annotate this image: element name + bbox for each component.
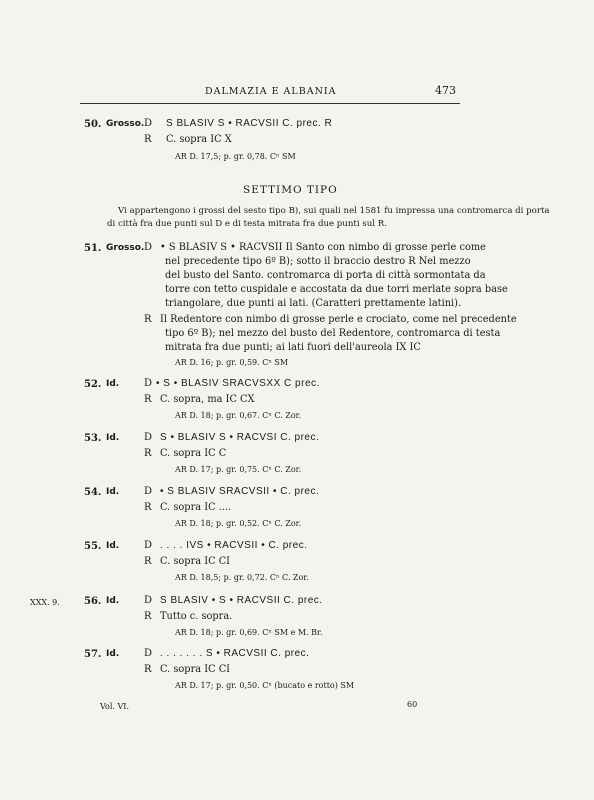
obverse-sign: D (144, 378, 153, 389)
entry-kind: Id. (106, 379, 120, 389)
entry-metadata: AR D. 17; p. gr. 0,50. Cⁿ (bucato e rotto) SM (175, 681, 355, 690)
running-header-title: DALMAZIA E ALBANIA (205, 86, 337, 97)
obverse-text: • S BLASIV SRACVSII • C. prec. (160, 486, 320, 497)
reverse-text: Tutto c. sopra. (160, 611, 233, 622)
entry-number: 54. (84, 487, 102, 498)
page-number: 473 (435, 84, 456, 97)
entry-kind: Grosso. (106, 243, 145, 253)
entry-kind: Id. (106, 541, 120, 551)
printer-signature: 60 (407, 700, 418, 709)
entry-kind: Id. (106, 596, 120, 606)
entry-kind: Id. (106, 487, 120, 497)
reverse-sign: R (144, 394, 152, 405)
obverse-text: S BLASIV S • RACVSII C. prec. R (166, 118, 333, 129)
reverse-text-line: tipo 6º B); nel mezzo del busto del Redentore, contromarca di testa (165, 328, 501, 339)
entry-number: 50. (84, 119, 102, 130)
obverse-sign: D (144, 432, 153, 443)
obverse-text: . . . . . . . S • RACVSII C. prec. (160, 648, 310, 659)
entry-number: 57. (84, 649, 102, 660)
obverse-text-line: del busto del Santo. contromarca di porta di città sormontata da (165, 270, 486, 281)
reverse-sign: R (144, 611, 152, 622)
reverse-sign: R (144, 134, 152, 145)
entry-metadata: AR D. 18; p. gr. 0,67. Cⁿ C. Zor. (175, 411, 302, 420)
obverse-text: S • BLASIV S • RACVSI C. prec. (160, 432, 320, 443)
entry-number: 53. (84, 433, 102, 444)
entry-number: 51. (84, 243, 102, 254)
reverse-text-line: mitrata fra due punti; ai lati fuori dell'aureola IX IC (165, 342, 421, 353)
reverse-text: C. sopra IC .... (160, 502, 232, 513)
reverse-text: C. sopra IC C (160, 448, 227, 459)
entry-metadata: AR D. 17; p. gr. 0,75. Cⁿ C. Zor. (175, 465, 302, 474)
entry-number: 55. (84, 541, 102, 552)
section-title: SETTIMO TIPO (243, 184, 338, 196)
entry-metadata: AR D. 17,5; p. gr. 0,78. Cⁿ SM (175, 152, 296, 161)
reverse-text: C. sopra, ma IC CX (160, 394, 255, 405)
obverse-text: S BLASIV • S • RACVSII C. prec. (160, 595, 323, 606)
entry-kind: Grosso. (106, 119, 145, 129)
reverse-sign: R (144, 448, 152, 459)
obverse-sign: D (144, 486, 153, 497)
reverse-sign: R (144, 502, 152, 513)
obverse-text: • S • BLASIV SRACVSXX C prec. (156, 378, 320, 389)
obverse-sign: D (144, 595, 153, 606)
entry-number: 56. (84, 596, 102, 607)
entry-metadata: AR D. 18,5; p. gr. 0,72. Cⁿ C. Zor. (175, 573, 309, 582)
obverse-text-line: triangolare, due punti ai lati. (Caratteri prettamente latini). (165, 298, 462, 309)
obverse-sign: D (144, 540, 153, 551)
reverse-sign: R (144, 314, 152, 325)
obverse-sign: D (144, 648, 153, 659)
obverse-text-line: torre con tetto cuspidale e accostata da due torri merlate sopra base (165, 284, 508, 295)
obverse-text-line: nel precedente tipo 6º B); sotto il braccio destro R Nel mezzo (165, 256, 471, 267)
entry-kind: Id. (106, 433, 120, 443)
obverse-text: . . . . IVS • RACVSII • C. prec. (160, 540, 308, 551)
header-rule (80, 103, 460, 104)
volume-signature: Vol. VI. (100, 702, 129, 711)
reverse-text: C. sopra IC CI (160, 556, 231, 567)
obverse-sign: D (144, 118, 153, 129)
reverse-text: C. sopra IC CI (160, 664, 231, 675)
entry-kind: Id. (106, 649, 120, 659)
plate-reference: XXX. 9. (30, 598, 60, 607)
entry-metadata: AR D. 16; p. gr. 0,59. Cⁿ SM (175, 358, 289, 367)
obverse-sign: D (144, 242, 153, 253)
entry-metadata: AR D. 18; p. gr. 0,52. Cⁿ C. Zor. (175, 519, 302, 528)
reverse-sign: R (144, 664, 152, 675)
reverse-text: Il Redentore con nimbo di grosse perle e crociato, come nel precedente (160, 314, 517, 325)
entry-metadata: AR D. 18; p. gr. 0,69. Cⁿ SM e M. Br. (175, 628, 323, 637)
entry-number: 52. (84, 379, 102, 390)
reverse-sign: R (144, 556, 152, 567)
intro-line-1: Vi appartengono i grossi del sesto tipo B), sui quali nel 1581 fu impressa una contromarca di porta (118, 206, 550, 216)
obverse-text: • S BLASIV S • RACVSII Il Santo con nimbo di grosse perle come (160, 242, 486, 253)
intro-line-2: di città fra due punti sul D e di testa mitrata fra due punti sul R. (107, 219, 387, 229)
reverse-text: C. sopra IC X (166, 134, 232, 145)
